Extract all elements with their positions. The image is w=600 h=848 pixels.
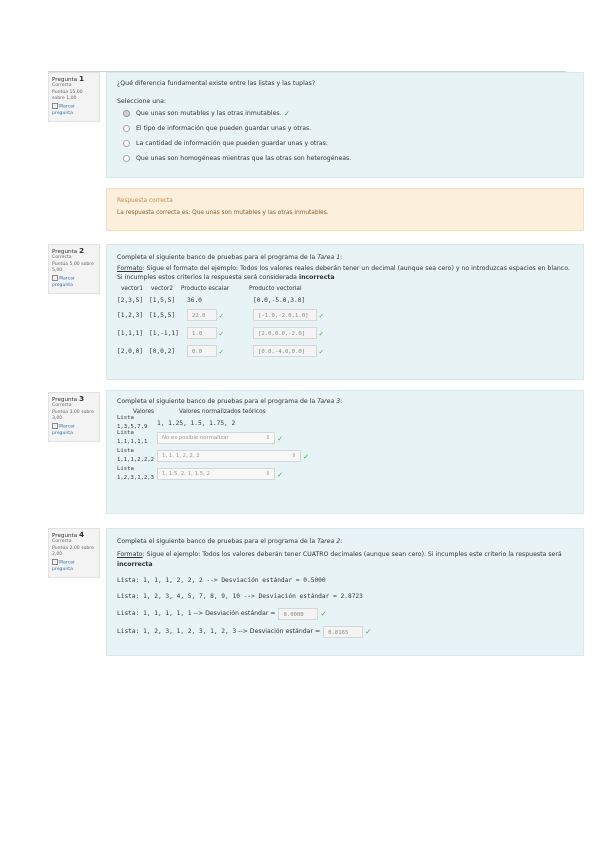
correct-check-icon: ✓ <box>277 469 284 479</box>
chevron-updown-icon: ⇕ <box>265 434 270 441</box>
question-number-2: Pregunta 2 <box>52 246 85 255</box>
question-score: Puntúa 3,00 sobre 3,00 <box>52 409 94 422</box>
flag-icon <box>52 103 58 109</box>
example-line: Lista: 1, 1, 1, 2, 2, 2 --> Desviación estándar = 0.5000 <box>117 577 326 584</box>
question-status: Correcta <box>52 539 72 545</box>
format-instructions: Formato: Sigue el formato del ejemplo: Todos los valores reales deberán tener un decimal (aunque sea cero) y no introduzcas espacios en blanco. Si incumples estos criterios la respuesta será considerada incorrecta <box>117 265 570 281</box>
chevron-updown-icon: ⇕ <box>265 470 270 477</box>
deviation-input[interactable]: 0.0000 <box>278 608 318 620</box>
correct-check-icon: ✓ <box>319 310 324 320</box>
question-card-3 <box>106 390 584 514</box>
flag-question-link[interactable]: Marcar pregunta <box>52 104 75 116</box>
question-card-1 <box>106 72 584 178</box>
flag-question-link[interactable]: Marcar pregunta <box>52 276 75 288</box>
normalize-select[interactable]: 1, 1.5, 2, 1, 1.5, 2 ⇕ <box>157 468 275 480</box>
scalar-input[interactable]: 22.0 <box>187 309 217 321</box>
radio-icon[interactable] <box>123 155 130 162</box>
scalar-input[interactable]: 0.0 <box>187 345 217 357</box>
question-status: Correcta <box>52 255 72 261</box>
example-row: Lista 1,3,5,7,9 1, 1.25, 1.5, 1.75, 2 <box>117 415 236 430</box>
question-info-3 <box>48 392 100 442</box>
correct-check-icon: ✓ <box>219 310 224 320</box>
question-info-4 <box>48 528 100 578</box>
table-row: Lista 1,1,1,1,1 No es posible normalizar ⇕ ✓ <box>117 430 284 445</box>
example-line: Lista: 1, 2, 3, 4, 5, 7, 8, 9, 10 --> Desviación estándar = 2.8723 <box>117 593 363 600</box>
table-row: Lista 1,1,1,2,2,2 1, 1, 1, 2, 2, 2 ⇕ ✓ <box>117 448 310 463</box>
question-number-3: Pregunta 3 <box>52 394 85 403</box>
answer-option[interactable]: Que unas son mutables y las otras inmutables. ✓ <box>123 106 573 121</box>
correct-check-icon: ✓ <box>283 109 290 118</box>
table-header: Valores Valores normalizados teóricos <box>133 409 266 415</box>
feedback-text: La respuesta correcta es: Que unas son mutables y las otras inmutables. <box>117 210 329 216</box>
table-row: [1,2,3] [1,5,5] 22.0 ✓ [-1.0,-2.0,1.0] ✓ <box>117 310 324 320</box>
question-info-1 <box>48 72 100 122</box>
correct-check-icon: ✓ <box>319 328 324 338</box>
correct-check-icon: ✓ <box>219 328 224 338</box>
answer-option[interactable]: La cantidad de información que pueden guardar unas y otras. <box>123 136 573 151</box>
chevron-updown-icon: ⇕ <box>291 452 296 459</box>
question-score: Puntúa 15,00 sobre 1,00 <box>52 89 83 102</box>
question-info-2 <box>48 244 100 294</box>
normalize-select[interactable]: No es posible normalizar ⇕ <box>157 432 275 444</box>
correct-check-icon: ✓ <box>303 451 310 461</box>
answer-line: Lista: 1, 1, 1, 1, 1 --> Desviación estándar = 0.0000 ✓ <box>117 609 327 618</box>
answer-line: Lista: 1, 2, 3, 1, 2, 3, 1, 2, 3 --> Desviación estándar = 0.8165 ✓ <box>117 627 372 636</box>
question-title: Completa el siguiente banco de pruebas para el programa de la Tarea 1: <box>117 254 343 261</box>
feedback-box <box>106 188 584 231</box>
question-status: Correcta <box>52 83 72 89</box>
radio-icon[interactable] <box>123 125 130 132</box>
correct-check-icon: ✓ <box>365 627 372 636</box>
vector-input[interactable]: [2.0,0.0,-2.0] <box>253 327 317 339</box>
flag-question-link[interactable]: Marcar pregunta <box>52 560 75 572</box>
radio-icon[interactable] <box>123 140 130 147</box>
table-header: vector1 vector2 Producto escalar Producto vectorial <box>121 286 302 292</box>
select-prompt: Seleccione una: <box>117 98 166 105</box>
correct-check-icon: ✓ <box>219 346 224 356</box>
table-row: [1,1,1] [1,-1,1] 1.0 ✓ [2.0,0.0,-2.0] ✓ <box>117 328 324 338</box>
normalize-select[interactable]: 1, 1, 1, 2, 2, 2 ⇕ <box>157 450 301 462</box>
format-instructions: Formato: Sigue el ejemplo: Todos los valores deberán tener CUATRO decimales (aunque sean cero). Si incumples este criterio la respuesta será incorrecta <box>117 551 562 568</box>
table-row: Lista 1,2,3,1,2,3 1, 1.5, 2, 1, 1.5, 2 ⇕ ✓ <box>117 466 284 481</box>
question-text: ¿Qué diferencia fundamental existe entre las listas y las tuplas? <box>117 80 316 87</box>
question-card-2 <box>106 244 584 380</box>
question-status: Correcta <box>52 403 72 409</box>
scalar-input[interactable]: 1.0 <box>187 327 217 339</box>
flag-icon <box>52 423 58 429</box>
table-row: [2,0,0] [0,0,2] 0.0 ✓ [0.0,-4.0,0.0] ✓ <box>117 346 324 356</box>
question-number-4: Pregunta 4 <box>52 530 85 539</box>
answer-option[interactable]: Que unas son homogéneas mientras que las otras son heterogéneas. <box>123 151 573 166</box>
correct-check-icon: ✓ <box>320 609 327 618</box>
correct-check-icon: ✓ <box>319 346 324 356</box>
vector-input[interactable]: [0.0,-4.0,0.0] <box>253 345 317 357</box>
question-number-1: Pregunta 1 <box>52 74 85 83</box>
question-title: Completa el siguiente banco de pruebas para el programa de la Tarea 3: <box>117 398 343 405</box>
question-title: Completa el siguiente banco de pruebas para el programa de la Tarea 2: <box>117 538 343 545</box>
question-score: Puntúa 2,00 sobre 2,00 <box>52 545 94 558</box>
question-card-4 <box>106 528 584 656</box>
flag-question-link[interactable]: Marcar pregunta <box>52 424 75 436</box>
correct-check-icon: ✓ <box>277 433 284 443</box>
answer-option[interactable]: El tipo de información que pueden guardar unas y otras. <box>123 121 573 136</box>
flag-icon <box>52 559 58 565</box>
question-score: Puntúa 5,00 sobre 5,00 <box>52 261 94 274</box>
vector-input[interactable]: [-1.0,-2.0,1.0] <box>253 309 317 321</box>
example-row: [2,3,5] [1,5,5] 36.0 [0.0,-5.0,3.0] <box>117 296 306 304</box>
deviation-input[interactable]: 0.8165 <box>323 626 363 638</box>
flag-icon <box>52 275 58 281</box>
feedback-title: Respuesta correcta <box>117 198 173 204</box>
radio-selected-icon[interactable] <box>123 110 130 117</box>
